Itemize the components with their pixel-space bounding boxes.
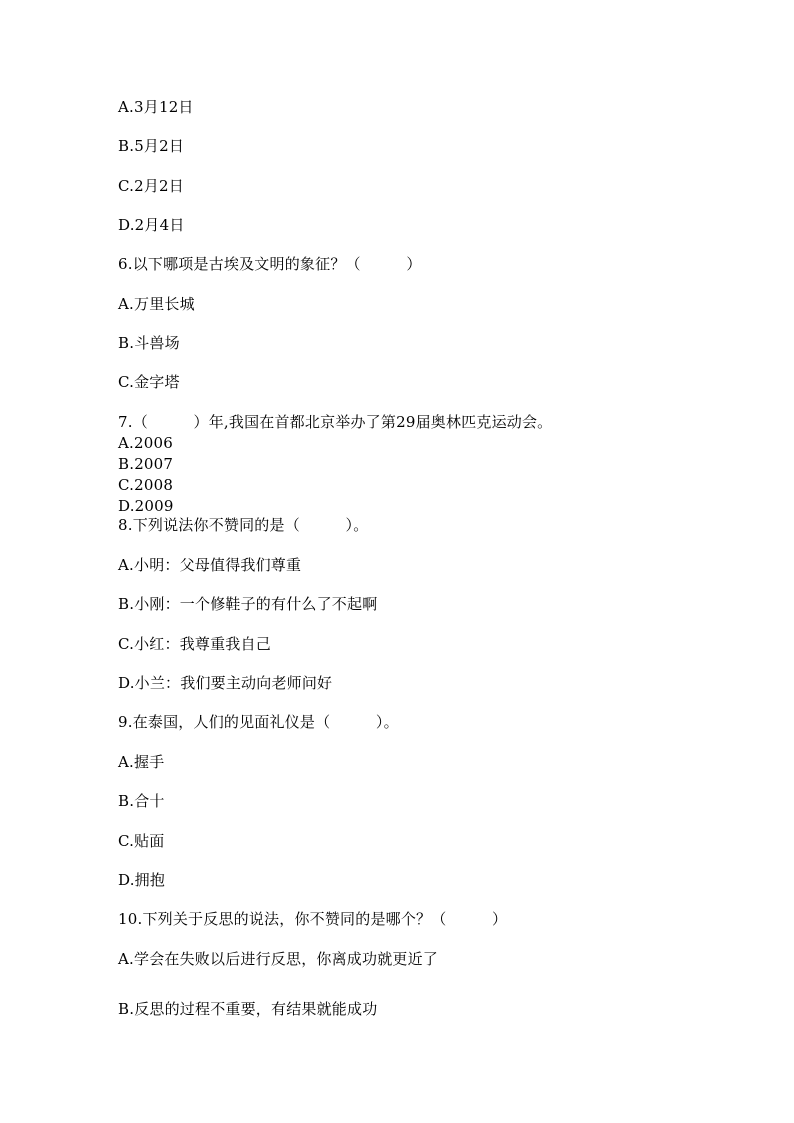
q6-stem: 6.以下哪项是古埃及文明的象征？（ ）	[118, 255, 422, 273]
q8-option-b: B.小刚：一个修鞋子的有什么了不起啊	[118, 595, 378, 613]
q5-option-a: A.3月12日	[118, 98, 194, 116]
q9-option-c: C.贴面	[118, 832, 165, 850]
q9-option-d: D.拥抱	[118, 871, 166, 889]
q7-option-d: D.2009	[118, 497, 174, 515]
q8-option-c: C.小红：我尊重我自己	[118, 635, 271, 653]
q10-option-a: A.学会在失败以后进行反思，你离成功就更近了	[118, 950, 439, 968]
q6-option-b: B.斗兽场	[118, 334, 180, 352]
q6-option-c: C.金字塔	[118, 373, 180, 391]
q8-option-a: A.小明：父母值得我们尊重	[118, 556, 302, 574]
q7-option-c: C.2008	[118, 476, 174, 494]
q9-option-b: B.合十	[118, 792, 165, 810]
q10-stem: 10.下列关于反思的说法，你不赞同的是哪个？（ ）	[118, 910, 508, 928]
q7-option-b: B.2007	[118, 455, 174, 473]
q5-option-d: D.2月4日	[118, 216, 185, 234]
q7-stem: 7.（ ）年,我国在首都北京举办了第29届奥林匹克运动会。	[118, 413, 553, 431]
q5-option-b: B.5月2日	[118, 137, 185, 155]
q9-option-a: A.握手	[118, 753, 165, 771]
q8-option-d: D.小兰：我们要主动向老师问好	[118, 674, 333, 692]
q9-stem: 9.在泰国，人们的见面礼仪是（ ）。	[118, 713, 399, 731]
q10-option-b: B.反思的过程不重要，有结果就能成功	[118, 1000, 378, 1018]
q7-option-a: A.2006	[118, 434, 173, 452]
q6-option-a: A.万里长城	[118, 295, 195, 313]
q8-stem: 8.下列说法你不赞同的是（ ）。	[118, 516, 369, 534]
q5-option-c: C.2月2日	[118, 177, 184, 195]
